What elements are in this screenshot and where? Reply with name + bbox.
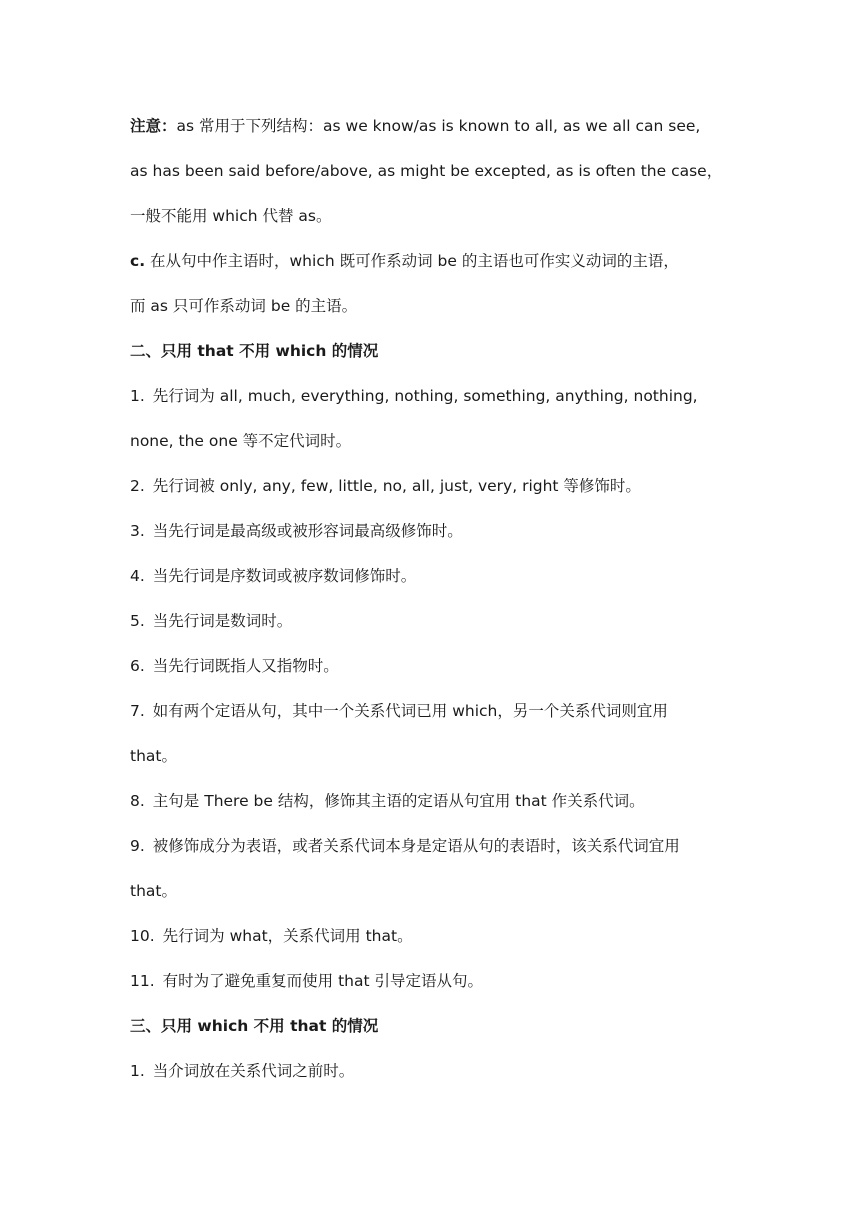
note-line-2 <box>130 149 732 194</box>
list-item-text: 当先行词是序数词或被序数词修饰时。 <box>152 567 417 585</box>
section-3-heading: 三、只用 which 不用 that 的情况 <box>130 1017 379 1035</box>
list-item-number: 4. <box>130 567 145 585</box>
list-item-number: 3. <box>130 522 145 540</box>
list-item-text: 有时为了避免重复而使用 that 引导定语从句。 <box>162 972 483 990</box>
list-item-continuation: none, the one 等不定代词时。 <box>130 432 352 450</box>
note-line-3 <box>130 194 732 239</box>
list-item-number: 6. <box>130 657 145 675</box>
note-label: 注意： <box>130 117 177 135</box>
list-item-2-10 <box>130 914 732 959</box>
document-page <box>130 104 732 1094</box>
list-item-2-1-cont <box>130 419 732 464</box>
list-item-2-11 <box>130 959 732 1004</box>
list-item-2-9-cont <box>130 869 732 914</box>
list-item-text: 当先行词是数词时。 <box>152 612 293 630</box>
list-item-number: 2. <box>130 477 145 495</box>
list-item-2-5 <box>130 599 732 644</box>
list-item-text: 当介词放在关系代词之前时。 <box>152 1062 355 1080</box>
list-item-number: 9. <box>130 837 145 855</box>
list-item-number: 8. <box>130 792 145 810</box>
list-item-text: 先行词为 all, much, everything, nothing, something, anything, nothing, <box>152 387 698 405</box>
list-item-text: 先行词为 what，关系代词用 that。 <box>162 927 413 945</box>
point-c-label: c. <box>130 252 146 270</box>
list-item-text: 如有两个定语从句，其中一个关系代词已用 which，另一个关系代词则宜用 <box>152 702 668 720</box>
list-item-number: 7. <box>130 702 145 720</box>
point-c-line-1 <box>130 239 732 284</box>
note-text-1: as 常用于下列结构：as we know/as is known to all, as we all can see, <box>176 117 701 135</box>
list-item-number: 1. <box>130 1062 145 1080</box>
list-item-2-8 <box>130 779 732 824</box>
list-item-3-1 <box>130 1049 732 1094</box>
list-item-number: 5. <box>130 612 145 630</box>
list-item-number: 10. <box>130 927 155 945</box>
list-item-continuation: that。 <box>130 747 177 765</box>
point-c-text-2: 而 as 只可作系动词 be 的主语。 <box>130 297 358 315</box>
list-item-continuation: that。 <box>130 882 177 900</box>
list-item-2-1 <box>130 374 732 419</box>
list-item-2-7 <box>130 689 732 734</box>
note-text-3: 一般不能用 which 代替 as。 <box>130 207 332 225</box>
list-item-text: 当先行词是最高级或被形容词最高级修饰时。 <box>152 522 463 540</box>
point-c-line-2 <box>130 284 732 329</box>
list-item-2-4 <box>130 554 732 599</box>
note-text-2: as has been said before/above, as might be excepted, as is often the case， <box>130 162 723 180</box>
list-item-2-9 <box>130 824 732 869</box>
list-item-text: 主句是 There be 结构，修饰其主语的定语从句宜用 that 作关系代词。 <box>152 792 645 810</box>
list-item-2-2 <box>130 464 732 509</box>
list-item-text: 先行词被 only, any, few, little, no, all, just, very, right 等修饰时。 <box>152 477 641 495</box>
list-item-text: 当先行词既指人又指物时。 <box>152 657 339 675</box>
point-c-text-1: 在从句中作主语时，which 既可作系动词 be 的主语也可作实义动词的主语， <box>145 252 679 270</box>
list-item-number: 1. <box>130 387 145 405</box>
list-item-text: 被修饰成分为表语，或者关系代词本身是定语从句的表语时，该关系代词宜用 <box>152 837 680 855</box>
list-item-number: 11. <box>130 972 155 990</box>
note-line-1 <box>130 104 732 149</box>
list-item-2-6 <box>130 644 732 689</box>
section-2-heading: 二、只用 that 不用 which 的情况 <box>130 342 379 360</box>
list-item-2-7-cont <box>130 734 732 779</box>
list-item-2-3 <box>130 509 732 554</box>
